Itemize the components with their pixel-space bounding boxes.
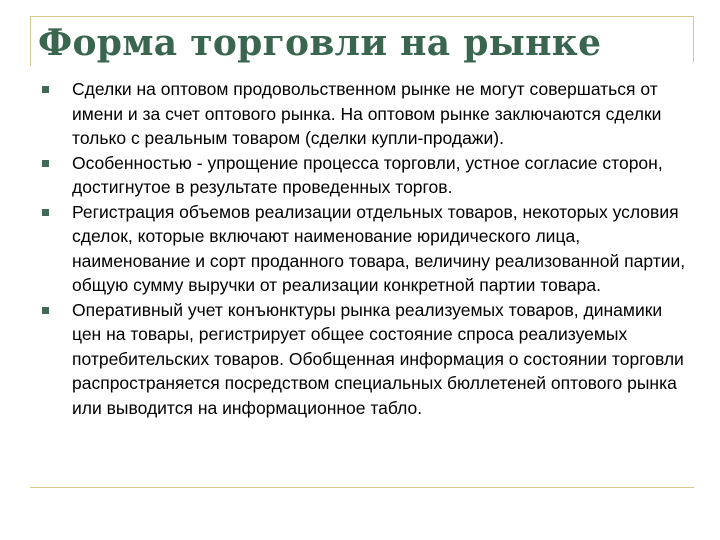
square-bullet-icon [42,307,49,314]
bullet-text: Сделки на оптовом продовольственном рынке не могут совершаться от имени и за счет оптового рынка. На оптовом рынке заключаются сделки только с реальным товаром (сделки купли-продажи). [72,79,662,148]
frame-top-line [30,16,694,17]
bullet-item [38,200,688,298]
bullet-item [38,77,688,151]
frame-right-line [693,16,694,62]
bullet-text: Регистрация объемов реализации отдельных товаров, некоторых условия сделок, которые включают наименование юридического лица, наименование и сорт проданного товара, величину реализованной партии, общую сумму выручки от реализации конкретной партии товара. [72,201,686,295]
bullet-text: Особенностью - упрощение процесса торговли, устное согласие сторон, достигнутое в результате проведенных торгов. [72,152,663,197]
frame-left-line [30,16,31,66]
bullet-list [38,77,688,420]
square-bullet-icon [42,86,49,93]
bullet-item [38,298,688,421]
bullet-item [38,151,688,200]
frame-bottom-line [30,487,694,488]
slide-title: Форма торговли на рынке [38,22,602,64]
bullet-text: Оперативный учет конъюнктуры рынка реализуемых товаров, динамики цен на товары, регистрирует общее состояние спроса реализуемых потребительских товаров. Обобщенная информация о состоянии торговли распространяется посредством специальных бюллетеней оптового рынка или выводится на информационное табло. [72,299,684,418]
square-bullet-icon [42,209,49,216]
square-bullet-icon [42,160,49,167]
